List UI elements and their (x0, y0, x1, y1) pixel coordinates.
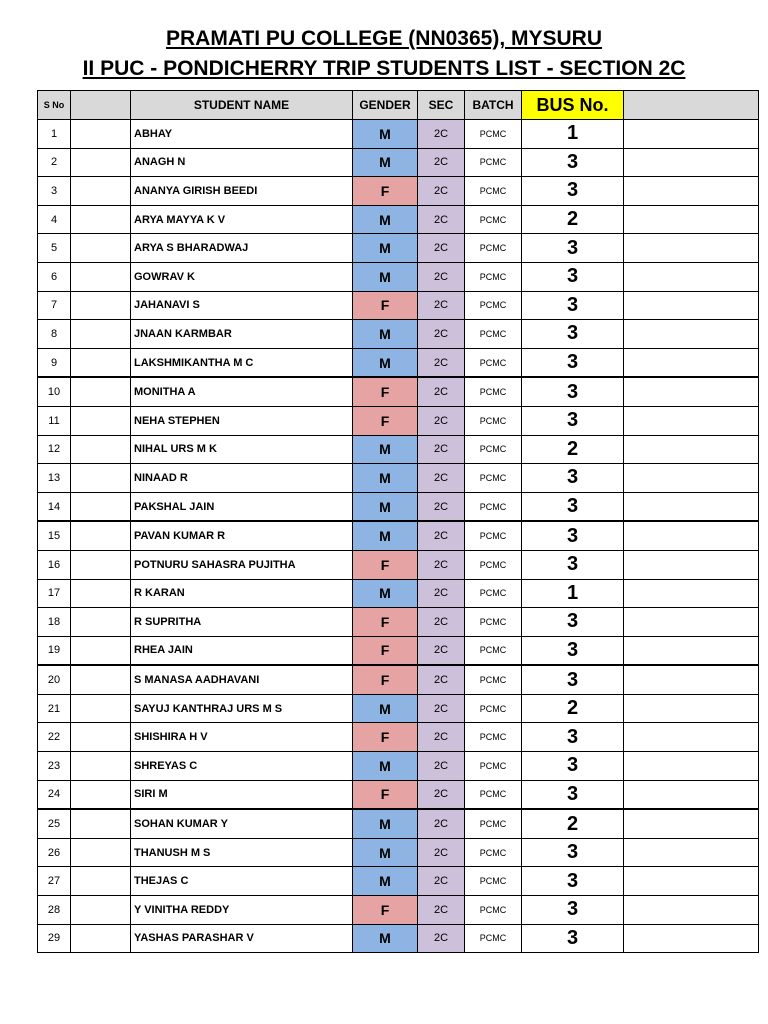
cell-gender: F (353, 550, 418, 579)
table-row (38, 205, 759, 234)
cell-blank (71, 406, 131, 435)
table-row (38, 665, 759, 694)
cell-sec: 2C (418, 120, 465, 149)
cell-sno: 21 (38, 694, 71, 723)
cell-bus-no: 1 (522, 120, 624, 149)
cell-sno: 17 (38, 579, 71, 608)
cell-gender: M (353, 464, 418, 493)
cell-bus-no: 2 (522, 809, 624, 838)
table-row (38, 550, 759, 579)
cell-student-name: THANUSH M S (131, 838, 353, 867)
table-row (38, 867, 759, 896)
cell-bus-no: 3 (522, 177, 624, 206)
cell-bus-no: 3 (522, 348, 624, 377)
cell-blank (71, 177, 131, 206)
table-row (38, 291, 759, 320)
cell-sec: 2C (418, 752, 465, 781)
title-line-2: II PUC - PONDICHERRY TRIP STUDENTS LIST - SECTION 2C (82, 57, 686, 80)
cell-blank (71, 205, 131, 234)
table-row (38, 348, 759, 377)
cell-sec: 2C (418, 492, 465, 521)
cell-sno: 20 (38, 665, 71, 694)
cell-student-name: MONITHA A (131, 377, 353, 406)
cell-sno: 12 (38, 435, 71, 464)
cell-batch: PCMC (465, 809, 522, 838)
cell-extra (624, 924, 759, 953)
cell-sno: 5 (38, 234, 71, 263)
cell-student-name: Y VINITHA REDDY (131, 896, 353, 925)
cell-sec: 2C (418, 234, 465, 263)
cell-bus-no: 3 (522, 320, 624, 349)
cell-bus-no: 2 (522, 205, 624, 234)
cell-sno: 26 (38, 838, 71, 867)
cell-batch: PCMC (465, 348, 522, 377)
cell-batch: PCMC (465, 579, 522, 608)
cell-student-name: SIRI M (131, 780, 353, 809)
cell-extra (624, 752, 759, 781)
cell-sno: 1 (38, 120, 71, 149)
cell-bus-no: 2 (522, 435, 624, 464)
table-row (38, 120, 759, 149)
cell-batch: PCMC (465, 435, 522, 464)
cell-extra (624, 348, 759, 377)
cell-extra (624, 636, 759, 665)
cell-extra (624, 492, 759, 521)
cell-bus-no: 3 (522, 492, 624, 521)
cell-blank (71, 924, 131, 953)
cell-blank (71, 464, 131, 493)
cell-sec: 2C (418, 723, 465, 752)
cell-bus-no: 3 (522, 665, 624, 694)
cell-gender: M (353, 694, 418, 723)
cell-extra (624, 205, 759, 234)
cell-blank (71, 608, 131, 637)
table-row (38, 838, 759, 867)
table-row (38, 262, 759, 291)
cell-bus-no: 3 (522, 406, 624, 435)
cell-batch: PCMC (465, 377, 522, 406)
cell-sno: 24 (38, 780, 71, 809)
cell-bus-no: 3 (522, 521, 624, 550)
cell-extra (624, 120, 759, 149)
cell-bus-no: 3 (522, 464, 624, 493)
cell-gender: M (353, 120, 418, 149)
cell-sno: 25 (38, 809, 71, 838)
cell-sno: 16 (38, 550, 71, 579)
cell-sno: 27 (38, 867, 71, 896)
table-row (38, 896, 759, 925)
cell-sno: 9 (38, 348, 71, 377)
cell-extra (624, 608, 759, 637)
cell-batch: PCMC (465, 924, 522, 953)
cell-gender: M (353, 752, 418, 781)
cell-sno: 13 (38, 464, 71, 493)
cell-sec: 2C (418, 665, 465, 694)
cell-sno: 14 (38, 492, 71, 521)
cell-bus-no: 1 (522, 579, 624, 608)
cell-student-name: SHREYAS C (131, 752, 353, 781)
cell-sno: 10 (38, 377, 71, 406)
cell-blank (71, 234, 131, 263)
header-sno: S No (38, 91, 71, 120)
cell-extra (624, 464, 759, 493)
cell-gender: M (353, 809, 418, 838)
cell-gender: F (353, 896, 418, 925)
cell-sno: 2 (38, 148, 71, 177)
cell-gender: M (353, 579, 418, 608)
cell-bus-no: 3 (522, 550, 624, 579)
cell-sec: 2C (418, 636, 465, 665)
cell-sec: 2C (418, 579, 465, 608)
cell-blank (71, 636, 131, 665)
cell-gender: M (353, 205, 418, 234)
cell-batch: PCMC (465, 120, 522, 149)
cell-extra (624, 665, 759, 694)
cell-gender: F (353, 406, 418, 435)
cell-sno: 3 (38, 177, 71, 206)
cell-sec: 2C (418, 291, 465, 320)
cell-student-name: JNAAN KARMBAR (131, 320, 353, 349)
cell-sec: 2C (418, 809, 465, 838)
cell-blank (71, 148, 131, 177)
cell-student-name: RHEA JAIN (131, 636, 353, 665)
cell-batch: PCMC (465, 148, 522, 177)
cell-sno: 29 (38, 924, 71, 953)
document-subtitle (0, 57, 768, 81)
cell-blank (71, 838, 131, 867)
cell-gender: F (353, 291, 418, 320)
cell-gender: M (353, 148, 418, 177)
cell-student-name: PAKSHAL JAIN (131, 492, 353, 521)
header-gender: GENDER (353, 91, 418, 120)
cell-extra (624, 896, 759, 925)
cell-batch: PCMC (465, 464, 522, 493)
cell-bus-no: 3 (522, 780, 624, 809)
cell-blank (71, 809, 131, 838)
table-row (38, 177, 759, 206)
cell-batch: PCMC (465, 291, 522, 320)
cell-bus-no: 3 (522, 636, 624, 665)
cell-bus-no: 3 (522, 896, 624, 925)
cell-student-name: PAVAN KUMAR R (131, 521, 353, 550)
cell-gender: M (353, 867, 418, 896)
cell-batch: PCMC (465, 896, 522, 925)
cell-gender: M (353, 838, 418, 867)
table-row (38, 752, 759, 781)
cell-student-name: R KARAN (131, 579, 353, 608)
cell-batch: PCMC (465, 752, 522, 781)
cell-batch: PCMC (465, 665, 522, 694)
cell-gender: F (353, 377, 418, 406)
cell-blank (71, 723, 131, 752)
cell-blank (71, 521, 131, 550)
table-row (38, 780, 759, 809)
cell-batch: PCMC (465, 492, 522, 521)
header-bus-no: BUS No. (522, 91, 624, 120)
header-sec: SEC (418, 91, 465, 120)
cell-sec: 2C (418, 838, 465, 867)
table-row (38, 406, 759, 435)
cell-extra (624, 579, 759, 608)
cell-batch: PCMC (465, 867, 522, 896)
cell-student-name: YASHAS PARASHAR V (131, 924, 353, 953)
cell-bus-no: 3 (522, 377, 624, 406)
cell-sec: 2C (418, 608, 465, 637)
cell-sno: 7 (38, 291, 71, 320)
cell-blank (71, 694, 131, 723)
cell-sno: 8 (38, 320, 71, 349)
cell-sec: 2C (418, 348, 465, 377)
cell-blank (71, 492, 131, 521)
cell-extra (624, 809, 759, 838)
cell-student-name: THEJAS C (131, 867, 353, 896)
cell-gender: M (353, 320, 418, 349)
cell-blank (71, 752, 131, 781)
cell-bus-no: 2 (522, 694, 624, 723)
header-student-name: STUDENT NAME (131, 91, 353, 120)
table-row (38, 435, 759, 464)
cell-gender: F (353, 723, 418, 752)
cell-batch: PCMC (465, 262, 522, 291)
cell-student-name: JAHANAVI S (131, 291, 353, 320)
cell-sno: 6 (38, 262, 71, 291)
cell-sec: 2C (418, 148, 465, 177)
cell-student-name: ABHAY (131, 120, 353, 149)
table-row (38, 521, 759, 550)
table-row (38, 924, 759, 953)
table-row (38, 636, 759, 665)
cell-gender: M (353, 262, 418, 291)
cell-blank (71, 780, 131, 809)
cell-sno: 23 (38, 752, 71, 781)
cell-sec: 2C (418, 896, 465, 925)
cell-student-name: NEHA STEPHEN (131, 406, 353, 435)
cell-batch: PCMC (465, 205, 522, 234)
cell-batch: PCMC (465, 177, 522, 206)
cell-blank (71, 291, 131, 320)
table-row (38, 723, 759, 752)
cell-blank (71, 867, 131, 896)
cell-sec: 2C (418, 780, 465, 809)
cell-batch: PCMC (465, 406, 522, 435)
table-row (38, 579, 759, 608)
cell-student-name: ARYA MAYYA K V (131, 205, 353, 234)
cell-gender: F (353, 608, 418, 637)
cell-extra (624, 148, 759, 177)
cell-bus-no: 3 (522, 291, 624, 320)
cell-sec: 2C (418, 262, 465, 291)
cell-gender: F (353, 780, 418, 809)
table-row (38, 464, 759, 493)
cell-bus-no: 3 (522, 262, 624, 291)
cell-batch: PCMC (465, 521, 522, 550)
cell-extra (624, 780, 759, 809)
cell-batch: PCMC (465, 234, 522, 263)
cell-blank (71, 120, 131, 149)
cell-extra (624, 867, 759, 896)
cell-gender: M (353, 492, 418, 521)
cell-extra (624, 694, 759, 723)
cell-batch: PCMC (465, 838, 522, 867)
cell-batch: PCMC (465, 780, 522, 809)
cell-batch: PCMC (465, 320, 522, 349)
header-batch: BATCH (465, 91, 522, 120)
cell-gender: F (353, 177, 418, 206)
cell-blank (71, 550, 131, 579)
cell-student-name: POTNURU SAHASRA PUJITHA (131, 550, 353, 579)
cell-gender: F (353, 636, 418, 665)
students-table-body (38, 120, 759, 953)
cell-bus-no: 3 (522, 723, 624, 752)
cell-sec: 2C (418, 205, 465, 234)
cell-sec: 2C (418, 177, 465, 206)
cell-extra (624, 550, 759, 579)
cell-blank (71, 320, 131, 349)
header-row (38, 91, 759, 120)
cell-batch: PCMC (465, 694, 522, 723)
cell-student-name: NIHAL URS M K (131, 435, 353, 464)
students-table (37, 90, 759, 953)
cell-extra (624, 838, 759, 867)
cell-bus-no: 3 (522, 924, 624, 953)
cell-sno: 11 (38, 406, 71, 435)
cell-sec: 2C (418, 435, 465, 464)
cell-gender: F (353, 665, 418, 694)
table-row (38, 377, 759, 406)
cell-bus-no: 3 (522, 608, 624, 637)
cell-sno: 22 (38, 723, 71, 752)
cell-student-name: NINAAD R (131, 464, 353, 493)
cell-student-name: LAKSHMIKANTHA M C (131, 348, 353, 377)
header-extra (624, 91, 759, 120)
table-row (38, 320, 759, 349)
cell-sec: 2C (418, 377, 465, 406)
cell-gender: M (353, 435, 418, 464)
cell-student-name: S MANASA AADHAVANI (131, 665, 353, 694)
cell-extra (624, 320, 759, 349)
cell-student-name: R SUPRITHA (131, 608, 353, 637)
cell-extra (624, 234, 759, 263)
cell-student-name: GOWRAV K (131, 262, 353, 291)
cell-gender: M (353, 924, 418, 953)
cell-blank (71, 896, 131, 925)
cell-extra (624, 177, 759, 206)
table-row (38, 148, 759, 177)
table-row (38, 234, 759, 263)
cell-sno: 15 (38, 521, 71, 550)
cell-student-name: SAYUJ KANTHRAJ URS M S (131, 694, 353, 723)
cell-extra (624, 435, 759, 464)
table-row (38, 608, 759, 637)
cell-blank (71, 262, 131, 291)
cell-extra (624, 262, 759, 291)
cell-student-name: ARYA S BHARADWAJ (131, 234, 353, 263)
cell-bus-no: 3 (522, 234, 624, 263)
cell-batch: PCMC (465, 550, 522, 579)
cell-gender: M (353, 348, 418, 377)
cell-bus-no: 3 (522, 148, 624, 177)
cell-sno: 4 (38, 205, 71, 234)
table-row (38, 694, 759, 723)
cell-extra (624, 723, 759, 752)
cell-bus-no: 3 (522, 867, 624, 896)
cell-batch: PCMC (465, 608, 522, 637)
cell-bus-no: 3 (522, 838, 624, 867)
cell-batch: PCMC (465, 636, 522, 665)
document-title (0, 27, 768, 51)
cell-sno: 28 (38, 896, 71, 925)
cell-blank (71, 348, 131, 377)
cell-sno: 18 (38, 608, 71, 637)
cell-sec: 2C (418, 521, 465, 550)
cell-batch: PCMC (465, 723, 522, 752)
cell-blank (71, 665, 131, 694)
cell-sec: 2C (418, 867, 465, 896)
cell-blank (71, 377, 131, 406)
cell-blank (71, 435, 131, 464)
cell-student-name: ANANYA GIRISH BEEDI (131, 177, 353, 206)
cell-extra (624, 406, 759, 435)
table-row (38, 492, 759, 521)
cell-student-name: ANAGH N (131, 148, 353, 177)
table-row (38, 809, 759, 838)
header-blank (71, 91, 131, 120)
cell-gender: M (353, 234, 418, 263)
cell-bus-no: 3 (522, 752, 624, 781)
cell-sec: 2C (418, 550, 465, 579)
cell-sno: 19 (38, 636, 71, 665)
cell-sec: 2C (418, 320, 465, 349)
cell-student-name: SOHAN KUMAR Y (131, 809, 353, 838)
title-line-1: PRAMATI PU COLLEGE (NN0365), MYSURU (166, 27, 602, 50)
cell-student-name: SHISHIRA H V (131, 723, 353, 752)
cell-extra (624, 291, 759, 320)
cell-gender: M (353, 521, 418, 550)
cell-sec: 2C (418, 694, 465, 723)
cell-sec: 2C (418, 406, 465, 435)
cell-sec: 2C (418, 924, 465, 953)
cell-extra (624, 521, 759, 550)
cell-extra (624, 377, 759, 406)
cell-sec: 2C (418, 464, 465, 493)
cell-blank (71, 579, 131, 608)
